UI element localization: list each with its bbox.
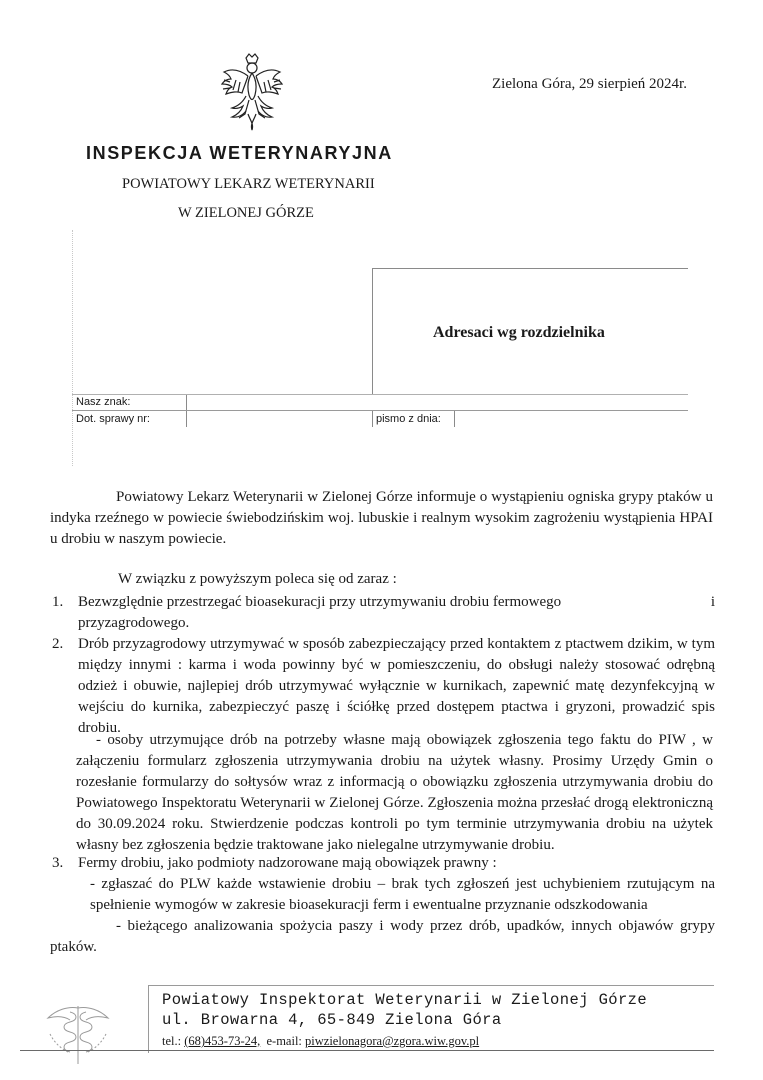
list-item	[52, 634, 715, 739]
instructions-intro: W związku z powyższym poleca się od zaraz :	[118, 571, 397, 587]
list-item-text: Fermy drobiu, jako podmioty nadzorowane mają obowiązek prawny :	[78, 855, 497, 871]
office-name-line2: W ZIELONEJ GÓRZE	[178, 205, 314, 221]
addressee: Adresaci wg rozdzielnika	[433, 324, 605, 341]
footer-org-name: Powiatowy Inspektorat Weterynarii w Zielonej Górze	[162, 991, 648, 1009]
intro-paragraph: Powiatowy Lekarz Weterynarii w Zielonej Górze informuje o wystąpieniu ogniska grypy ptaków u indyka rzeźnego w powiecie świebodzińskim woj. lubuskie i realnym wysokim zagrożeniu wystąpienia HPAI u drobiu w naszym powiecie.	[50, 489, 713, 547]
list-item-number: 2.	[52, 636, 64, 652]
list-item-text: Bezwzględnie przestrzegać bioasekuracji przy utrzymywaniu drobiu fermowego	[78, 594, 562, 610]
list-item-3	[52, 853, 715, 958]
instruction-list	[52, 592, 715, 739]
footer-address: ul. Browarna 4, 65-849 Zielona Góra	[162, 1011, 502, 1029]
letter-date-label: pismo z dnia:	[376, 413, 441, 425]
our-ref-label: Nasz znak:	[76, 396, 131, 408]
footer-side-rule	[148, 985, 149, 1053]
list-item-continuation: przyzagrodowego.	[78, 615, 190, 631]
footer-tel-label: tel.:	[162, 1034, 185, 1048]
office-name-line1: POWIATOWY LEKARZ WETERYNARII	[122, 176, 375, 192]
list-item-number: 1.	[52, 594, 64, 610]
footer-contact	[162, 1034, 479, 1049]
footer-top-rule	[148, 985, 714, 986]
letter-date: Zielona Góra, 29 sierpień 2024r.	[492, 76, 687, 92]
address-box-top-rule	[372, 268, 688, 269]
footer-bottom-rule	[20, 1050, 714, 1051]
case-no-label: Dot. sprawy nr:	[76, 413, 150, 425]
letter-date-value-divider	[454, 411, 455, 427]
list-item-tail: i	[710, 594, 715, 610]
obligation-bullet-2: - bieżącego analizowania spożycia paszy i wody przez drób, upadków, innych objawów grypy ptaków.	[50, 918, 715, 955]
fields-top-rule	[72, 394, 688, 395]
letter-date-divider	[372, 411, 373, 427]
list-item-number: 3.	[52, 855, 64, 871]
fields-mid-rule	[72, 410, 688, 411]
list-item	[52, 592, 715, 634]
institution-title: INSPEKCJA WETERYNARYJNA	[86, 143, 393, 163]
registration-note: - osoby utrzymujące drób na potrzeby własne mają obowiązek zgłoszenia tego faktu do PIW , w załączeniu formularz zgłoszenia utrzymywania drobiu na użytek własny. Prosimy Urzędy Gmin o rozesłanie formularzy do sołtysów wraz z informacją o obowiązku zgłoszenia utrzymywania drobiu do Powiatowego Inspektoratu Weterynarii w Zielonej Górze. Zgłoszenia można przesłać drogą elektroniczną do 30.09.2024 roku. Stwierdzenie podczas kontroli po tym terminie utrzymywania drobiu na użytek własny bez zgłoszenia będzie traktowane jako nielegalne utrzymywanie drobiu.	[76, 732, 713, 853]
list-item-text: Drób przyzagrodowy utrzymywać w sposób zabezpieczający przed kontaktem z ptactwem dzikim, w tym między innymi : karma i woda powinny być w pomieszczeniu, do obsługi należy stosować odrębną odzież i obuwie, najlepiej drób utrzymywać wyłącznie w kurnikach, zapewnić matę dezynfekcyjną w wejściu do kurnika, zabezpieczyć paszę i ściółkę przed dostępem ptactwa i gryzoni, prowadzić spis drobiu.	[78, 636, 715, 736]
polish-eagle-emblem-icon	[216, 52, 288, 132]
address-box-left-rule	[372, 268, 373, 394]
our-ref-divider	[186, 395, 187, 427]
left-margin-rule	[72, 230, 73, 466]
caduceus-logo-icon	[42, 1004, 114, 1066]
footer-phone: (68)453-73-24,	[184, 1034, 261, 1048]
footer-email-link[interactable]: piwzielonagora@zgora.wiw.gov.pl	[305, 1034, 480, 1048]
obligation-bullet-1: - zgłaszać do PLW każde wstawienie drobiu – brak tych zgłoszeń jest uchybieniem rzutującym na spełnienie wymogów w zakresie bioasekuracji ferm i ewentualne przyznanie odszkodowania	[90, 876, 715, 913]
footer-email-label: e-mail:	[260, 1034, 306, 1048]
